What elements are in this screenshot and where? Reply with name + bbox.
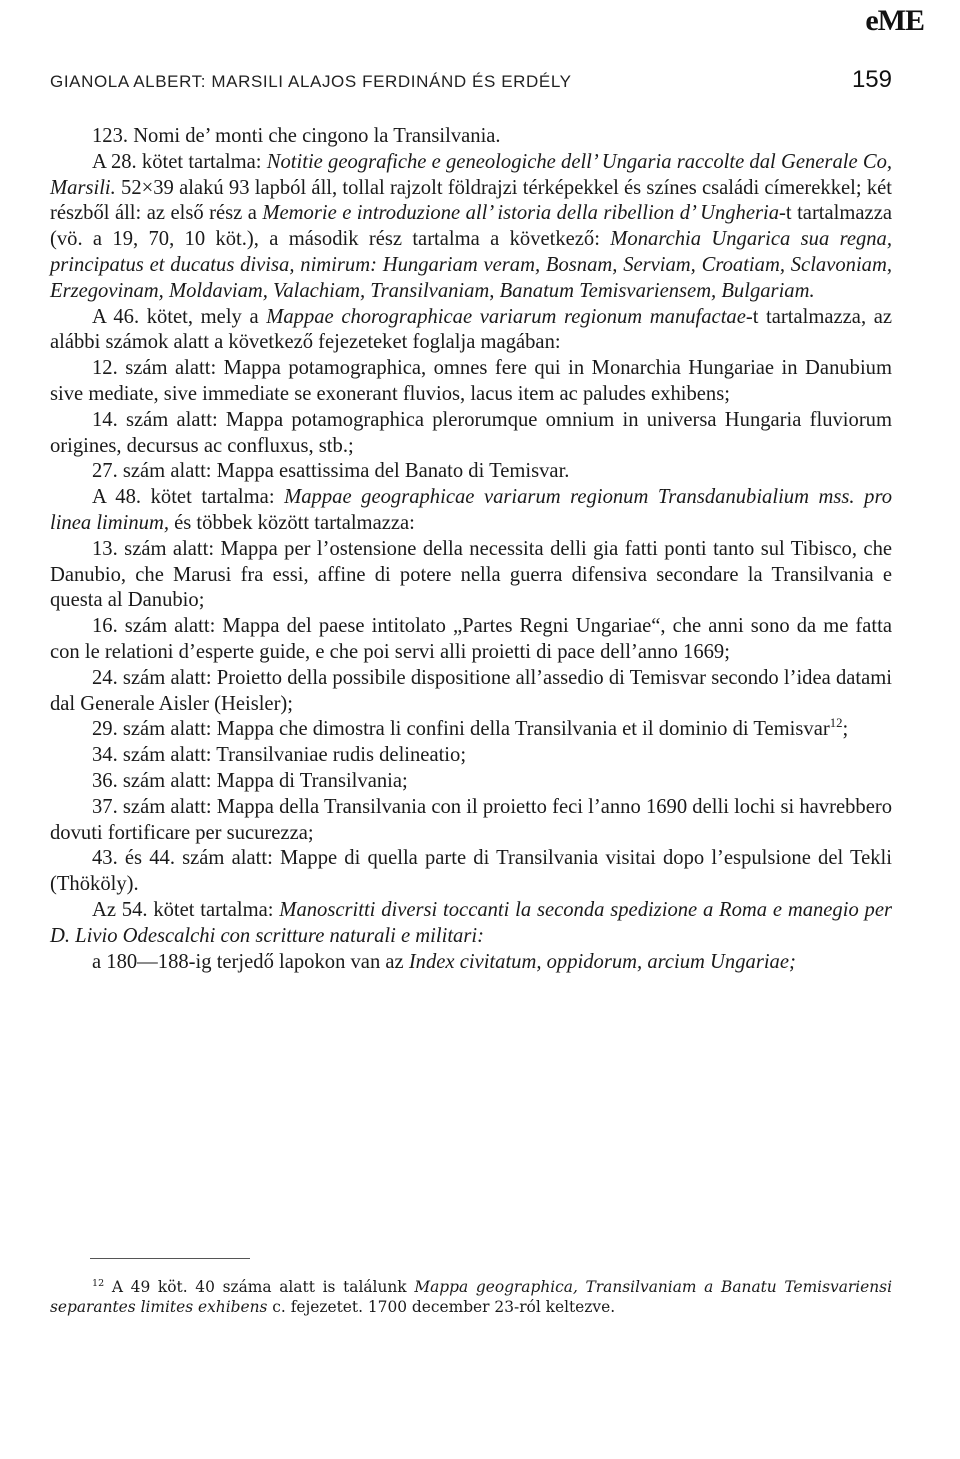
italic-text: Mappae geographicae variarum regionum Transdanubialium mss. pro linea liminum,	[50, 486, 892, 534]
text-run: -t tartalmazza (vö. a 19, 70, 10 köt.), a második rész tartalma a következő:	[50, 202, 892, 251]
paragraph	[50, 537, 892, 614]
text-run: 27. szám alatt: Mappa esattissima del Banato di Temisvar.	[92, 460, 570, 483]
paragraph	[50, 795, 892, 847]
text-run: A 28. kötet tartalma:	[92, 150, 267, 173]
italic-text: Mappae chorographicae variarum regionum manufactae	[266, 305, 746, 328]
italic-text: Index civitatum, oppidorum, arcium Ungariae;	[408, 950, 796, 973]
text-run: 36. szám alatt: Mappa di Transilvania;	[92, 769, 408, 792]
italic-text: Monarchia Ungarica sua regna, principatus et ducatus divisa, nimirum: Hungariam veram, Bosnam, Serviam, Croatiam, Sclavoniam, Erzegovinam, Moldaviam, Valachiam, Transilvaniam, Banatum Temisvariensem, Bulgariam.	[50, 228, 892, 302]
footnote-paragraph	[50, 1278, 892, 1317]
text-run: 16. szám alatt: Mappa del paese intitolato „Partes Regni Ungariae“, che anni sono da me fatta con le relationi d’esperte guide, e che poi servi alli proietti di pace dell’anno 1669;	[50, 615, 892, 663]
text-run: -t tartalmazza, az alábbi számok alatt a következő fejezeteket foglalja magában:	[50, 305, 892, 354]
text-run: és többek között tartalmazza:	[168, 511, 415, 534]
paragraph	[50, 356, 892, 408]
paragraph	[50, 485, 892, 537]
italic-text: Manoscritti diversi toccanti la seconda spedizione a Roma e manegio per D. Livio Odescalchi con scritture naturali e militari:	[50, 898, 892, 947]
text-run: 14. szám alatt: Mappa potamographica plerorumque omnium in universa Hungaria fluviorum origines, decursus ac confluxus, stb.;	[50, 408, 892, 457]
text-run: 43. és 44. szám alatt: Mappe di quella parte di Transilvania visitai dopo l’espulsione del Tekli (Thököly).	[50, 847, 892, 896]
text-run: A 48. kötet tartalma:	[92, 486, 285, 509]
paragraph	[50, 898, 892, 950]
page-number: 159	[851, 66, 892, 93]
paragraph	[50, 769, 892, 795]
text-run: 123. Nomi de’ monti che cingono la Transilvania.	[92, 125, 501, 147]
paragraph	[50, 614, 892, 666]
italic-text: Memorie e introduzione all’ istoria della ribellion d’ Ungheria	[262, 202, 780, 225]
italic-text: Mappa geographica, Transilvaniam a Banatu Temisvariensi separantes limites exhibens	[50, 1278, 892, 1316]
text-run: 29. szám alatt: Mappa che dimostra li confini della Transilvania et il dominio di Temisvar	[92, 718, 830, 741]
footnote-marker: 12	[829, 716, 843, 731]
paragraph	[50, 743, 892, 769]
footnote-divider	[90, 1258, 250, 1259]
footnote-marker: 12	[92, 1277, 105, 1289]
text-run: 13. szám alatt: Mappa per l’ostensione della necessita delli gia fatti ponti tanto sul Tibisco, che Danubio, che Marusi fra essi, affine di potere nella guerra difensiva secondare la Transilvania e questa al Danubio;	[50, 537, 892, 612]
paragraph	[50, 408, 892, 460]
paragraph	[50, 305, 892, 357]
text-run: A 46. kötet, mely a	[92, 305, 267, 328]
paragraph	[50, 150, 892, 305]
italic-text: Notitie geografiche e geneologiche dell’ Ungaria raccolte dal Generale Co, Marsili.	[50, 150, 893, 199]
running-header	[50, 66, 892, 94]
text-run: 52×39 alakú 93 lapból áll, tollal rajzolt földrajzi térképekkel és színes családi címerekkel; két részből áll: az első rész a	[50, 176, 892, 225]
text-run: a 180—188-ig terjedő lapokon van az	[92, 950, 409, 973]
paragraph	[50, 666, 892, 718]
paragraph	[50, 846, 892, 898]
text-run: Az 54. kötet tartalma:	[92, 898, 280, 921]
text-run: c. fejezetet. 1700 december 23-ról keltezve.	[267, 1297, 616, 1316]
text-run: 37. szám alatt: Mappa della Transilvania con il proietto feci l’anno 1690 delli lochi si havrebbero dovuti fortificare per sucurezza;	[50, 795, 892, 844]
body-text	[50, 124, 892, 975]
paragraph	[50, 459, 892, 485]
text-run: ;	[842, 718, 849, 741]
publisher-logo: eME	[865, 4, 924, 37]
running-title: GIANOLA ALBERT: MARSILI ALAJOS FERDINÁND ÉS ERDÉLY	[50, 72, 572, 91]
text-run: 34. szám alatt: Transilvaniae rudis delineatio;	[92, 744, 467, 767]
text-run: A 49 köt. 40 száma alatt is találunk	[104, 1278, 415, 1296]
text-run: 12. szám alatt: Mappa potamographica, omnes fere qui in Monarchia Hungariae in Danubium sive mediate, sive immediate se exonerant fluvios, lacus item ac paludes exhibens;	[50, 357, 892, 405]
footnote	[50, 1278, 892, 1317]
paragraph	[50, 124, 892, 150]
paragraph	[50, 950, 892, 976]
text-run: 24. szám alatt: Proietto della possibile dispositione all’assedio di Temisvar secondo l’idea datami dal Generale Aisler (Heisler);	[50, 666, 892, 715]
paragraph	[50, 717, 892, 743]
